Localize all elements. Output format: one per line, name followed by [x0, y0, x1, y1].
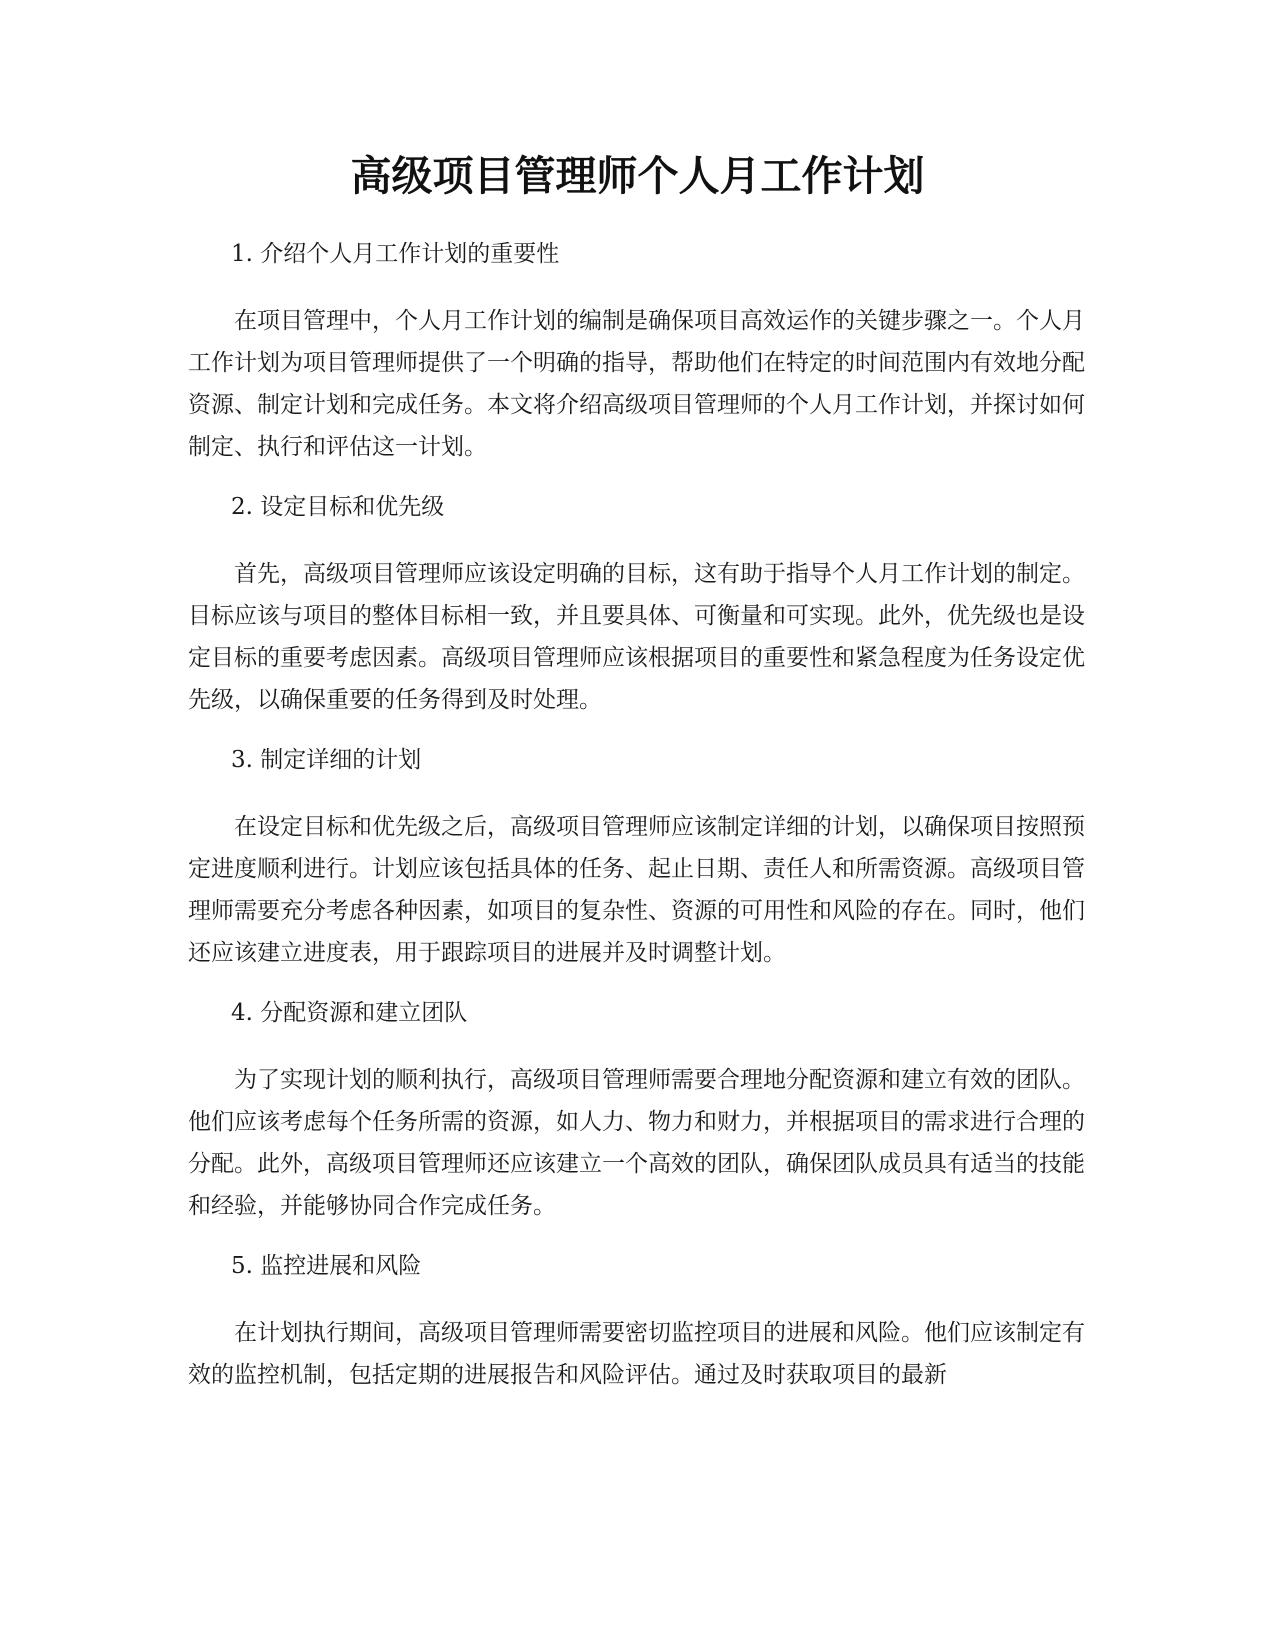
section-heading-1: 1. 介绍个人月工作计划的重要性 [231, 241, 560, 267]
section-heading-2: 2. 设定目标和优先级 [231, 494, 445, 520]
section-paragraph-5: 在计划执行期间，高级项目管理师需要密切监控项目的进展和风险。他们应该制定有效的监控机制，包括定期的进展报告和风险评估。通过及时获取项目的最新 [188, 1320, 1085, 1388]
document-title: 高级项目管理师个人月工作计划 [350, 152, 925, 200]
section-paragraph-1: 在项目管理中，个人月工作计划的编制是确保项目高效运作的关键步骤之一。个人月工作计划为项目管理师提供了一个明确的指导，帮助他们在特定的时间范围内有效地分配资源、制定计划和完成任务。本文将介绍高级项目管理师的个人月工作计划，并探讨如何制定、执行和评估这一计划。 [188, 308, 1085, 460]
section-paragraph-3: 在设定目标和优先级之后，高级项目管理师应该制定详细的计划，以确保项目按照预定进度顺利进行。计划应该包括具体的任务、起止日期、责任人和所需资源。高级项目管理师需要充分考虑各种因素，如项目的复杂性、资源的可用性和风险的存在。同时，他们还应该建立进度表，用于跟踪项目的进展并及时调整计划。 [188, 814, 1085, 966]
section-heading-3: 3. 制定详细的计划 [231, 747, 422, 773]
section-heading-4: 4. 分配资源和建立团队 [231, 1000, 468, 1026]
section-paragraph-4: 为了实现计划的顺利执行，高级项目管理师需要合理地分配资源和建立有效的团队。他们应该考虑每个任务所需的资源，如人力、物力和财力，并根据项目的需求进行合理的分配。此外，高级项目管理师还应该建立一个高效的团队，确保团队成员具有适当的技能和经验，并能够协同合作完成任务。 [188, 1067, 1085, 1219]
document-body [188, 238, 1085, 1419]
section-heading-5: 5. 监控进展和风险 [231, 1253, 422, 1279]
section-paragraph-2: 首先，高级项目管理师应该设定明确的目标，这有助于指导个人月工作计划的制定。目标应该与项目的整体目标相一致，并且要具体、可衡量和可实现。此外，优先级也是设定目标的重要考虑因素。高级项目管理师应该根据项目的重要性和紧急程度为任务设定优先级，以确保重要的任务得到及时处理。 [188, 561, 1085, 713]
